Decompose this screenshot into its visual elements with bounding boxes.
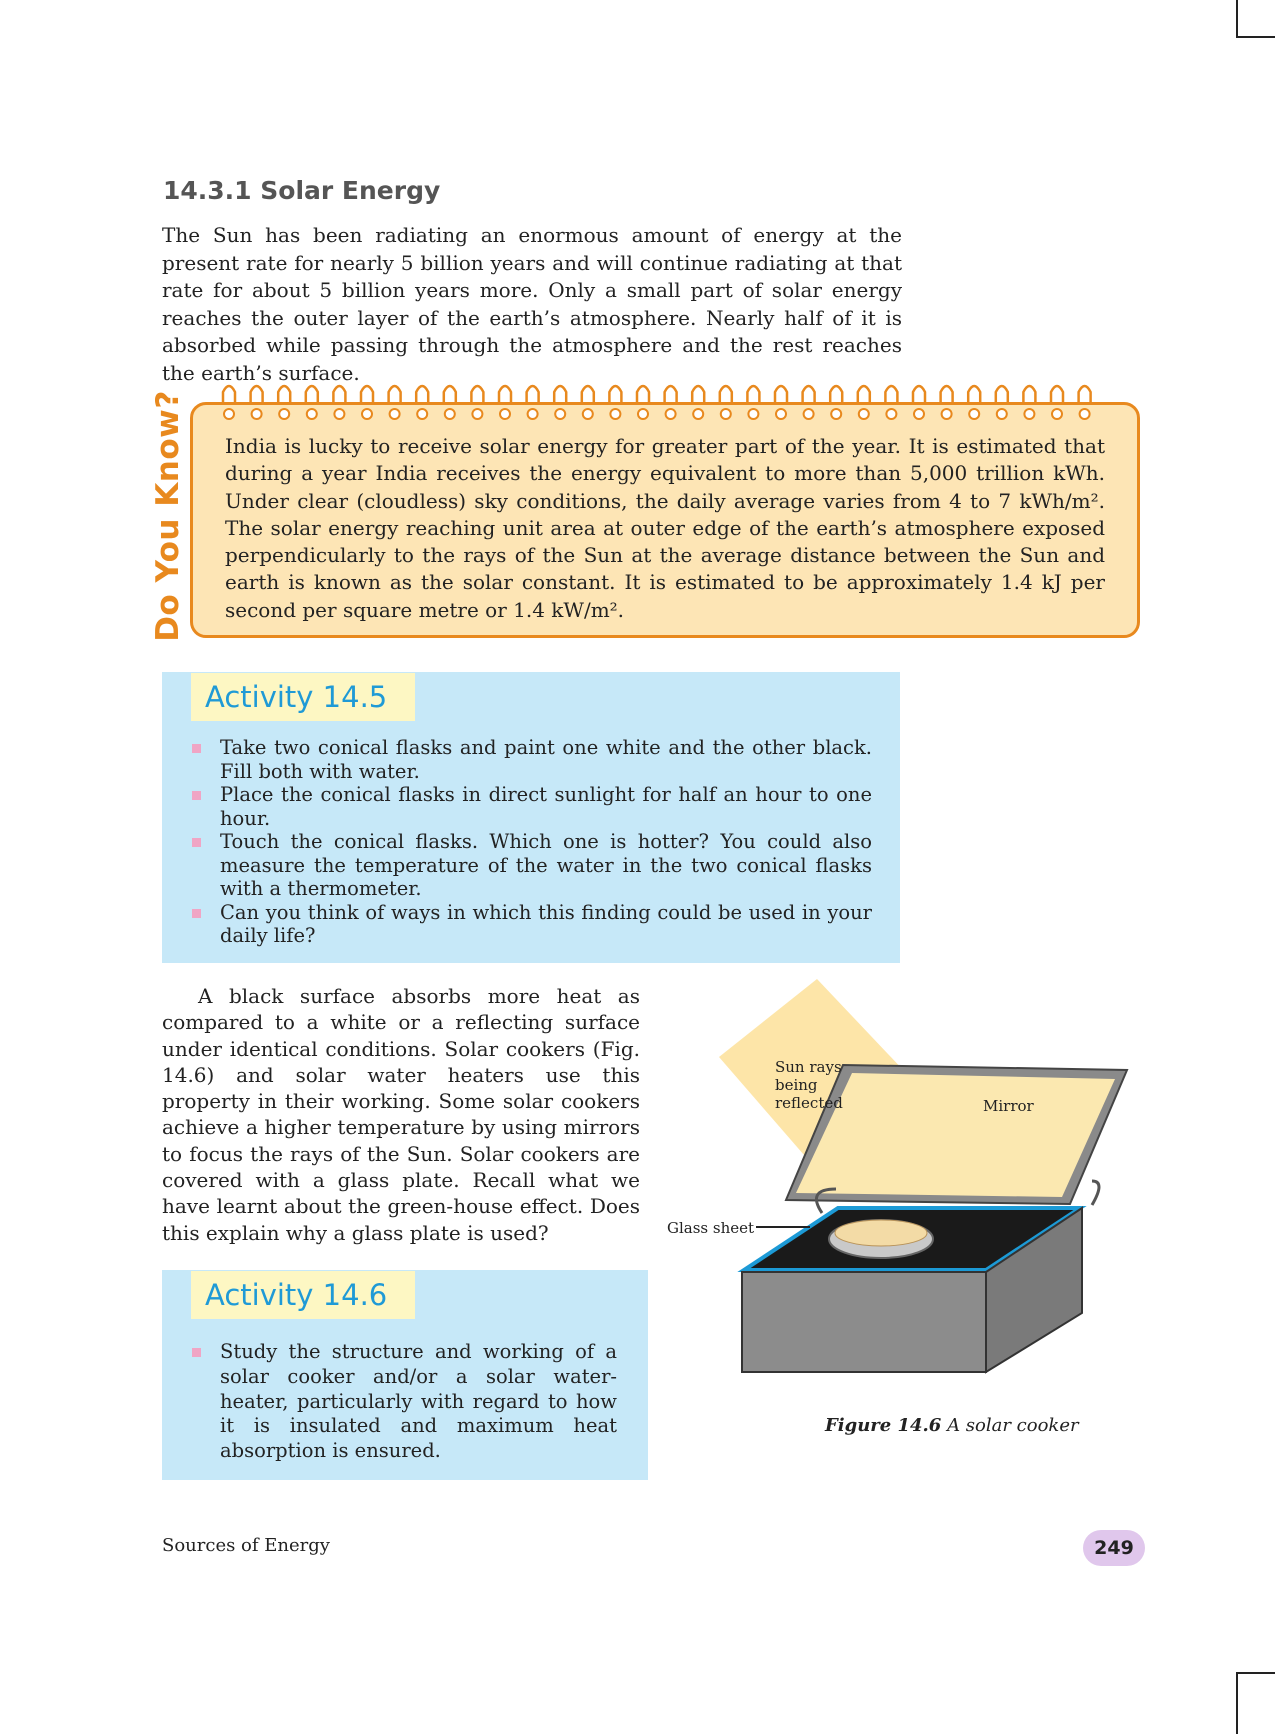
ring-hole-icon <box>583 409 593 419</box>
do-you-know-text: Do You Know? <box>150 390 186 642</box>
crop-mark-top <box>1236 0 1275 38</box>
bullet-icon <box>192 909 201 918</box>
ring-hole-icon <box>445 409 455 419</box>
ring-hole-icon <box>969 409 979 419</box>
ring-hole-icon <box>638 409 648 419</box>
section-heading: 14.3.1 Solar Energy <box>163 176 441 205</box>
ring-hole-icon <box>914 409 924 419</box>
ring-hole-icon <box>859 409 869 419</box>
crop-mark-bottom <box>1236 1672 1275 1734</box>
ring-hole-icon <box>666 409 676 419</box>
ring-hole-icon <box>307 409 317 419</box>
list-item <box>192 1340 617 1464</box>
page-number: 249 <box>1083 1530 1145 1566</box>
bullet-icon <box>192 744 201 753</box>
food <box>835 1220 927 1246</box>
ring-hole-icon <box>252 409 262 419</box>
bullet-icon <box>192 838 201 847</box>
box-front <box>742 1272 986 1372</box>
ring-hole-icon <box>417 409 427 419</box>
solar-cooker-figure <box>660 975 1140 1380</box>
footer-chapter: Sources of Energy <box>162 1535 330 1556</box>
ring-hole-icon <box>362 409 372 419</box>
activity-list-14-6 <box>192 1340 617 1464</box>
glass-sheet-label: Glass sheet <box>667 1219 755 1237</box>
list-item-text: Place the conical flasks in direct sunlight for half an hour to one hour. <box>220 783 872 830</box>
list-item <box>192 901 872 948</box>
ring-hole-icon <box>500 409 510 419</box>
ring-hole-icon <box>693 409 703 419</box>
list-item <box>192 783 872 830</box>
ring-hole-icon <box>804 409 814 419</box>
ring-hole-icon <box>997 409 1007 419</box>
list-item <box>192 736 872 783</box>
ring-hole-icon <box>1080 409 1090 419</box>
ring-hole-icon <box>334 409 344 419</box>
figure-caption-number: Figure 14.6 <box>825 1415 942 1436</box>
hinge-right-icon <box>1092 1181 1099 1205</box>
ring-hole-icon <box>776 409 786 419</box>
do-you-know-label <box>148 392 188 640</box>
activity-title-14-5: Activity 14.5 <box>191 673 415 721</box>
bullet-icon <box>192 791 201 800</box>
ring-hole-icon <box>610 409 620 419</box>
sun-rays-label-2: being <box>775 1076 818 1094</box>
mirror-label: Mirror <box>983 1097 1034 1115</box>
ring-hole-icon <box>279 409 289 419</box>
ring-hole-icon <box>472 409 482 419</box>
do-you-know-text-body: India is lucky to receive solar energy for greater part of the year. It is estimated that during a year India receives the energy equivalent to more than 5,000 trillion kWh. Under clear (cloudless) sky conditions, the daily average varies from 4 to 7 kWh/m². The solar energy reaching unit area at outer edge of the earth’s atmosphere exposed perpendicularly to the rays of the Sun at the average distance between the Sun and earth is known as the solar constant. It is estimated to be approximately 1.4 kJ per second per square metre or 1.4 kW/m². <box>225 434 1105 622</box>
figure-caption <box>825 1415 1079 1436</box>
body-paragraph: A black surface absorbs more heat as compared to a white or a reflecting surface under identical conditions. Solar cookers (Fig. 14.6) and solar water heaters use this property in their working. Some solar cookers achieve a higher temperature by using mirrors to focus the rays of the Sun. Solar cookers are covered with a glass plate. Recall what we have learnt about the green-house effect. Does this explain why a glass plate is used? <box>162 984 640 1245</box>
sun-rays-label-1: Sun rays <box>775 1058 842 1076</box>
ring-hole-icon <box>555 409 565 419</box>
ring-hole-icon <box>831 409 841 419</box>
mirror-surface <box>796 1073 1115 1197</box>
figure-caption-text: A solar cooker <box>941 1415 1079 1436</box>
list-item <box>192 830 872 901</box>
ring-hole-icon <box>886 409 896 419</box>
ring-hole-icon <box>528 409 538 419</box>
ring-hole-icon <box>748 409 758 419</box>
ring-hole-icon <box>1024 409 1034 419</box>
list-item-text: Can you think of ways in which this finding could be used in your daily life? <box>220 900 872 947</box>
ring-hole-icon <box>1052 409 1062 419</box>
ring-hole-icon <box>721 409 731 419</box>
intro-paragraph: The Sun has been radiating an enormous amount of energy at the present rate for nearly 5 billion years and will continue radiating at that rate for about 5 billion years more. Only a small part of solar energy reaches the outer layer of the earth’s atmosphere. Nearly half of it is absorbed while passing through the atmosphere and the rest reaches the earth’s surface. <box>162 223 902 385</box>
list-item-text: Take two conical flasks and paint one white and the other black. Fill both with water. <box>220 736 872 783</box>
list-item-text: Study the structure and working of a solar cooker and/or a solar water-heater, particularly with regard to how it is insulated and maximum heat absorption is ensured. <box>220 1340 617 1463</box>
ring-hole-icon <box>942 409 952 419</box>
sun-rays-label-3: reflected <box>775 1094 843 1112</box>
notebook-rings-icon <box>215 404 1115 424</box>
activity-list-14-5 <box>192 736 872 948</box>
bullet-icon <box>192 1348 201 1357</box>
ring-hole-icon <box>224 409 234 419</box>
list-item-text: Touch the conical flasks. Which one is hotter? You could also measure the temperature of the water in the two conical flasks with a thermometer. <box>220 830 872 900</box>
ring-hole-icon <box>390 409 400 419</box>
activity-title-14-6: Activity 14.6 <box>191 1271 415 1319</box>
